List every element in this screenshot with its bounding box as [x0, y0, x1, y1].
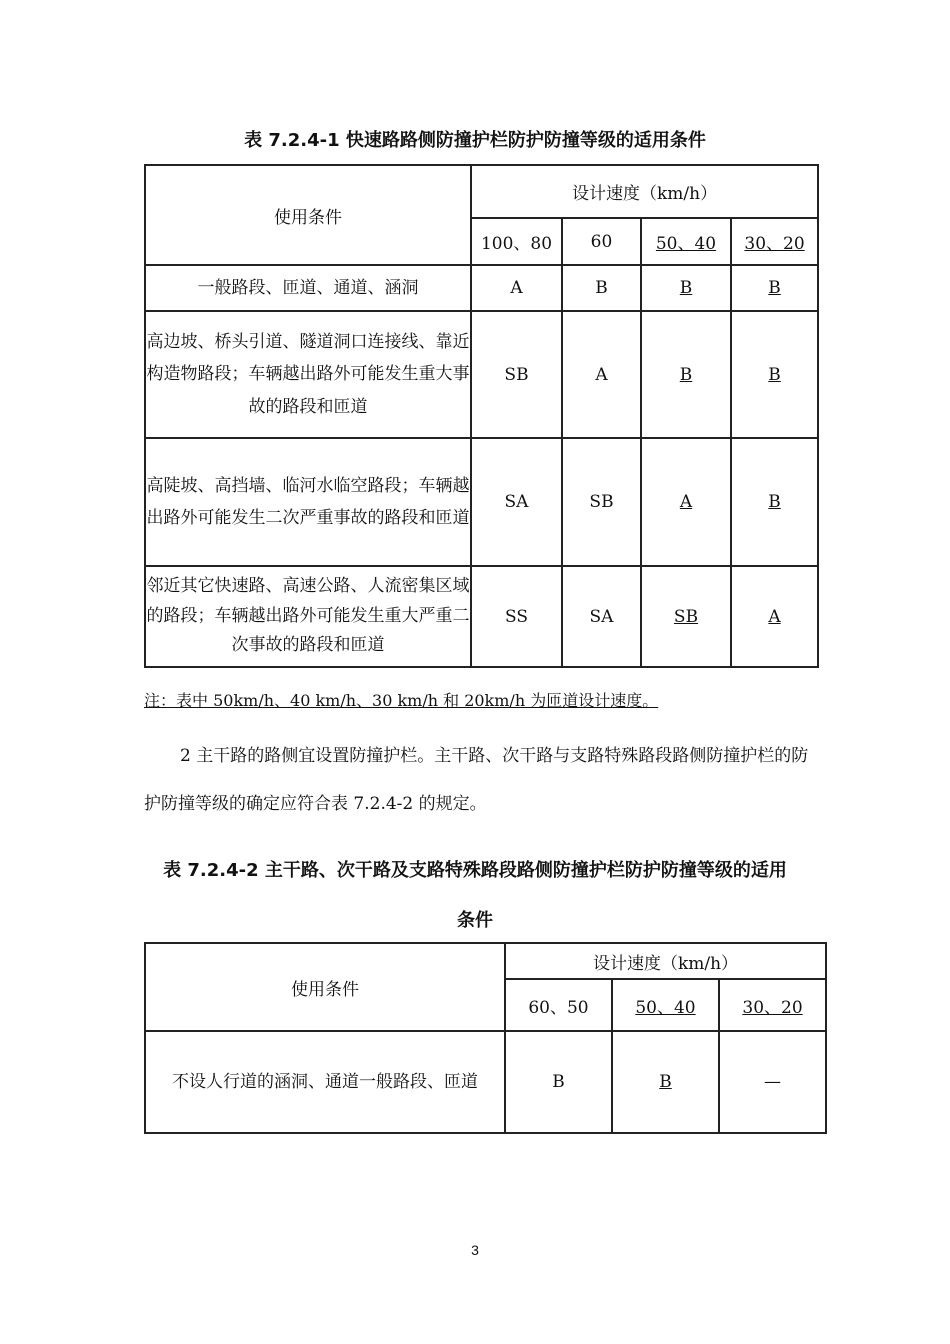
table1-row2-value: A [641, 438, 731, 566]
table2-row0-condition: 不设人行道的涵洞、通道一般路段、匝道 [145, 1031, 505, 1133]
table1-row0-value: B [562, 265, 641, 311]
table1-row2-value: SA [471, 438, 562, 566]
table1-row0-value: B [641, 265, 731, 311]
table1-row3-value: SB [641, 566, 731, 667]
table1 [144, 164, 819, 668]
table1-note: 注：表中 50km/h、40 km/h、30 km/h 和 20km/h 为匝道设计速度。 [144, 691, 659, 710]
body-paragraph: 2 主干路的路侧宜设置防撞护栏。主干路、次干路与支路特殊路段路侧防撞护栏的防护防撞等级的确定应符合表 7.2.4-2 的规定。 [144, 746, 809, 814]
table-row [145, 311, 818, 438]
table2-speed-2: 30、20 [719, 979, 826, 1031]
table1-row1-value: SB [471, 311, 562, 438]
table1-speed-1: 60 [562, 218, 641, 265]
table1-row3-condition: 邻近其它快速路、高速公路、人流密集区域的路段；车辆越出路外可能发生重大严重二次事故的路段和匝道 [145, 566, 471, 667]
table1-row0-value: B [731, 265, 818, 311]
table-row [145, 1031, 826, 1133]
table1-row1-value: A [562, 311, 641, 438]
table1-row1-condition: 高边坡、桥头引道、隧道洞口连接线、靠近构造物路段；车辆越出路外可能发生重大事故的路段和匝道 [145, 311, 471, 438]
table1-row2-condition: 高陡坡、高挡墙、临河水临空路段；车辆越出路外可能发生二次严重事故的路段和匝道 [145, 438, 471, 566]
table2-header-condition: 使用条件 [145, 943, 505, 1031]
table1-header-condition: 使用条件 [145, 165, 471, 265]
table1-row1-value: B [641, 311, 731, 438]
table1-speed-2: 50、40 [641, 218, 731, 265]
table2-row0-value: — [719, 1031, 826, 1133]
table1-row0-condition: 一般路段、匝道、通道、涵洞 [145, 265, 471, 311]
table1-header-speed: 设计速度（km/h） [471, 165, 818, 218]
table2-title-line2: 条件 [457, 910, 493, 931]
table1-title: 表 7.2.4-1 快速路路侧防撞护栏防护防撞等级的适用条件 [244, 130, 706, 151]
table1-row2-value: B [731, 438, 818, 566]
table2-title-line1: 表 7.2.4-2 主干路、次干路及支路特殊路段路侧防撞护栏防护防撞等级的适用 [163, 860, 787, 881]
table1-row0-value: A [471, 265, 562, 311]
table-row [145, 438, 818, 566]
table1-row3-value: SS [471, 566, 562, 667]
table-row [145, 265, 818, 311]
table2-speed-1: 50、40 [612, 979, 719, 1031]
table1-row3-value: A [731, 566, 818, 667]
table1-speed-0: 100、80 [471, 218, 562, 265]
table1-row2-value: SB [562, 438, 641, 566]
table2-header-speed: 设计速度（km/h） [505, 943, 826, 979]
table-row [145, 566, 818, 667]
table2-row0-value: B [505, 1031, 612, 1133]
table2 [144, 942, 827, 1134]
page-number: 3 [471, 1242, 479, 1258]
table1-speed-3: 30、20 [731, 218, 818, 265]
table1-row1-value: B [731, 311, 818, 438]
table2-speed-0: 60、50 [505, 979, 612, 1031]
table1-row3-value: SA [562, 566, 641, 667]
table2-row0-value: B [612, 1031, 719, 1133]
